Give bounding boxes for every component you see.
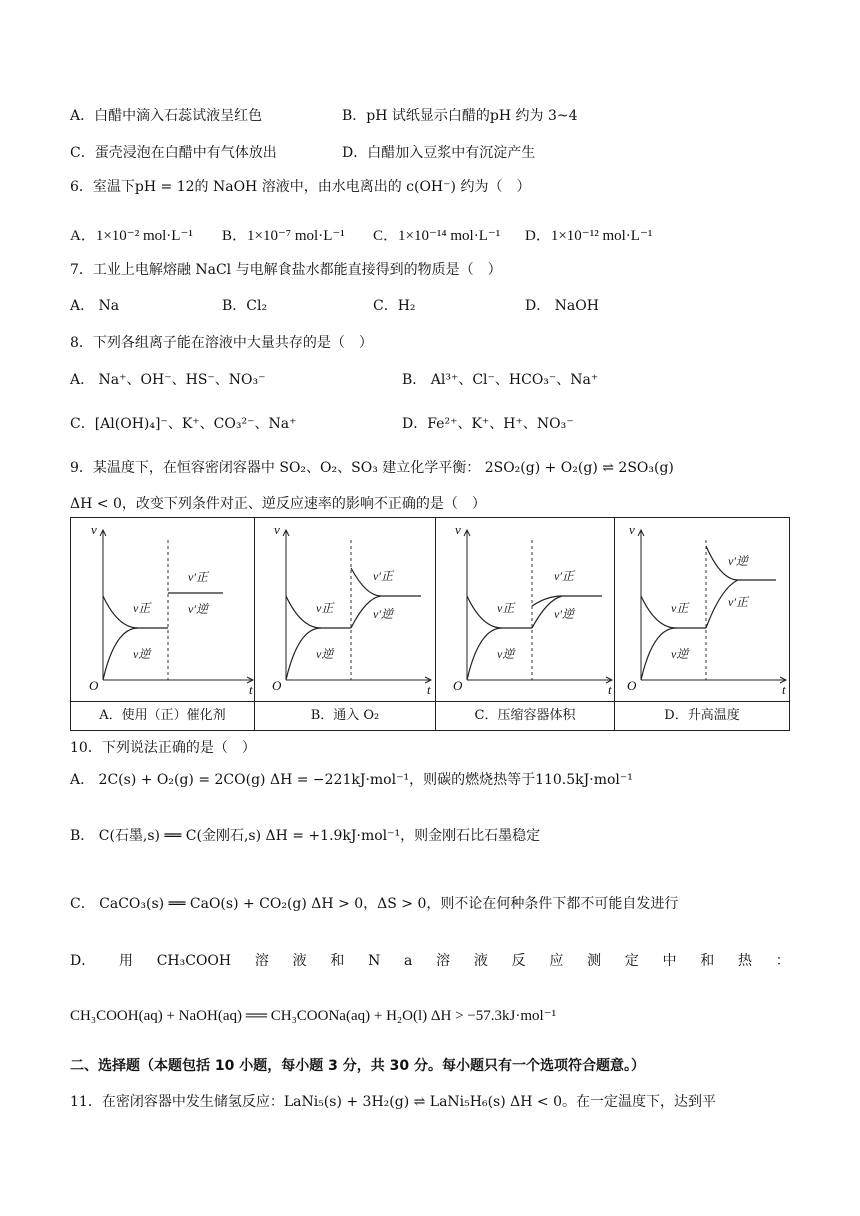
graph-c-v-reverse-label: v逆	[497, 647, 515, 661]
q6-stem: 6．室温下pH = 12的 NaOH 溶液中，由水电离出的 c(OH⁻) 约为（ ）	[70, 179, 531, 195]
q10-d-part: 反	[511, 953, 526, 969]
q10-d-part: 热	[738, 953, 753, 969]
q9-stem-line2: ΔH < 0，改变下列条件对正、逆反应速率的影响不正确的是（ ）	[70, 496, 486, 512]
q9-caption-a: A．使用（正）催化剂	[99, 708, 226, 723]
q9-graphs-svg	[71, 518, 789, 701]
graph-a-v-forward-label: v正	[133, 601, 151, 615]
q8-option-d: D．Fe²⁺、K⁺、H⁺、NO₃⁻	[402, 416, 574, 432]
table-divider	[435, 518, 436, 731]
q10-d-part: 用	[118, 953, 133, 969]
q9-caption-b: B．通入 O₂	[310, 708, 380, 723]
q10-option-a: A． 2C(s) + O₂(g) = 2CO(g) ΔH = −221kJ·mol⁻¹，则碳的燃烧热等于110.5kJ·mol⁻¹	[70, 772, 633, 788]
q6-option-a: A．1×10⁻² mol·L⁻¹	[70, 228, 193, 244]
graph-d-t-label: t	[782, 682, 786, 697]
q10-d-part: 液	[292, 953, 307, 969]
q10-d-part: CH₃COOH	[156, 953, 232, 969]
q7-stem: 7．工业上电解熔融 NaCl 与电解食盐水都能直接得到的物质是（ ）	[70, 262, 502, 278]
q5-option-c: C．蛋壳浸泡在白醋中有气体放出	[70, 145, 277, 161]
graph-a-v-reverse-new-label: v′逆	[188, 602, 208, 616]
graph-d-v-forward-new-label: v′正	[728, 595, 748, 609]
graph-c-v-label: v	[455, 522, 461, 537]
section-heading: 二、选择题（本题包括 10 小题，每小题 3 分，共 30 分。每小题只有一个选项符合题意。）	[70, 1058, 645, 1074]
graph-b-origin: O	[272, 678, 282, 693]
q10-d-part: ：	[775, 953, 790, 969]
q10-d-part: 和	[330, 953, 345, 969]
graph-b-v-forward-label: v正	[316, 601, 334, 615]
q10-d-part: a	[404, 953, 413, 969]
graph-a-v-forward-new-label: v′正	[188, 570, 208, 584]
q10-d-part: 定	[624, 953, 639, 969]
q8-option-b: B． Al³⁺、Cl⁻、HCO₃⁻、Na⁺	[402, 372, 599, 388]
q10-d-part: 中	[662, 953, 677, 969]
q7-option-b: B．Cl₂	[222, 298, 268, 314]
graph-c-v-forward-label: v正	[497, 601, 515, 615]
q8-option-c: C．[Al(OH)₄]⁻、K⁺、CO₃²⁻、Na⁺	[70, 416, 297, 432]
q6-option-c: C．1×10⁻¹⁴ mol·L⁻¹	[373, 228, 501, 244]
graph-a-v-label: v	[91, 522, 97, 537]
q10-option-d-equation: CH₃COOH(aq) + NaOH(aq) ══ CH₃COONa(aq) + H₂O(l) ΔH > −57.3kJ·mol⁻¹	[70, 1008, 557, 1024]
q10-option-b: B． C(石墨,s) ══ C(金刚石,s) ΔH = +1.9kJ·mol⁻¹，则金刚石比石墨稳定	[70, 828, 541, 844]
q10-d-part: 液	[473, 953, 488, 969]
q10-d-part: N	[368, 953, 381, 969]
graph-c-v-reverse-new-label: v′逆	[554, 607, 574, 621]
graph-c-new-forward-curve	[532, 596, 602, 606]
q9-stem-line1: 9．某温度下，在恒容密闭容器中 SO₂、O₂、SO₃ 建立化学平衡： 2SO₂(g) + O₂(g) ⇌ 2SO₃(g)	[70, 460, 674, 476]
q6-option-d: D．1×10⁻¹² mol·L⁻¹	[525, 228, 653, 244]
graph-a-origin: O	[89, 678, 99, 693]
q10-d-part: 溶	[254, 953, 269, 969]
q8-stem: 8．下列各组离子能在溶液中大量共存的是（ ）	[70, 335, 373, 351]
graph-c-v-forward-new-label: v′正	[554, 569, 574, 583]
graph-a-v-reverse-label: v逆	[133, 647, 151, 661]
q10-option-c: C． CaCO₃(s) ══ CaO(s) + CO₂(g) ΔH > 0，ΔS > 0，则不论在何种条件下都不可能自发进行	[70, 896, 679, 912]
graph-d-v-forward-label: v正	[671, 601, 689, 615]
q5-option-d: D．白醋加入豆浆中有沉淀产生	[342, 145, 536, 161]
q9-graph-table	[70, 517, 790, 731]
graph-b-v-reverse-new-label: v′逆	[373, 607, 393, 621]
q10-d-part: 溶	[436, 953, 451, 969]
graph-b-v-forward-new-label: v′正	[373, 569, 393, 583]
q7-option-c: C．H₂	[373, 298, 416, 314]
q5-option-a: A．白醋中滴入石蕊试液呈红色	[70, 108, 263, 124]
graph-d-origin: O	[627, 678, 637, 693]
q10-d-part: 和	[700, 953, 715, 969]
graph-b-t-label: t	[427, 682, 431, 697]
q9-caption-d: D．升高温度	[664, 708, 740, 723]
q10-option-d-line1	[70, 951, 790, 971]
q5-option-b: B．pH 试纸显示白醋的pH 约为 3~4	[342, 108, 578, 124]
q7-option-a: A． Na	[70, 298, 120, 314]
graph-b-v-reverse-label: v逆	[316, 647, 334, 661]
q11-stem: 11．在密闭容器中发生储氢反应：LaNi₅(s) + 3H₂(g) ⇌ LaNi₅H₆(s) ΔH < 0。在一定温度下，达到平	[70, 1094, 717, 1110]
q8-option-a: A． Na⁺、OH⁻、HS⁻、NO₃⁻	[70, 372, 266, 388]
graph-d-v-reverse-new-label: v′逆	[728, 554, 748, 568]
table-divider	[614, 518, 615, 731]
q9-caption-c: C．压缩容器体积	[474, 708, 576, 723]
q10-d-part: D．	[70, 953, 96, 969]
q10-d-part: 应	[549, 953, 564, 969]
table-divider	[254, 518, 255, 731]
q6-option-b: B．1×10⁻⁷ mol·L⁻¹	[222, 228, 345, 244]
q10-d-part: 测	[587, 953, 602, 969]
graph-d-v-label: v	[629, 522, 635, 537]
graph-d-v-reverse-label: v逆	[671, 647, 689, 661]
graph-a-t-label: t	[249, 682, 253, 697]
graph-b-v-label: v	[274, 522, 280, 537]
q10-stem: 10．下列说法正确的是（ ）	[70, 740, 256, 756]
graph-c-origin: O	[453, 678, 463, 693]
graph-c-t-label: t	[608, 682, 612, 697]
q7-option-d: D． NaOH	[525, 298, 599, 314]
